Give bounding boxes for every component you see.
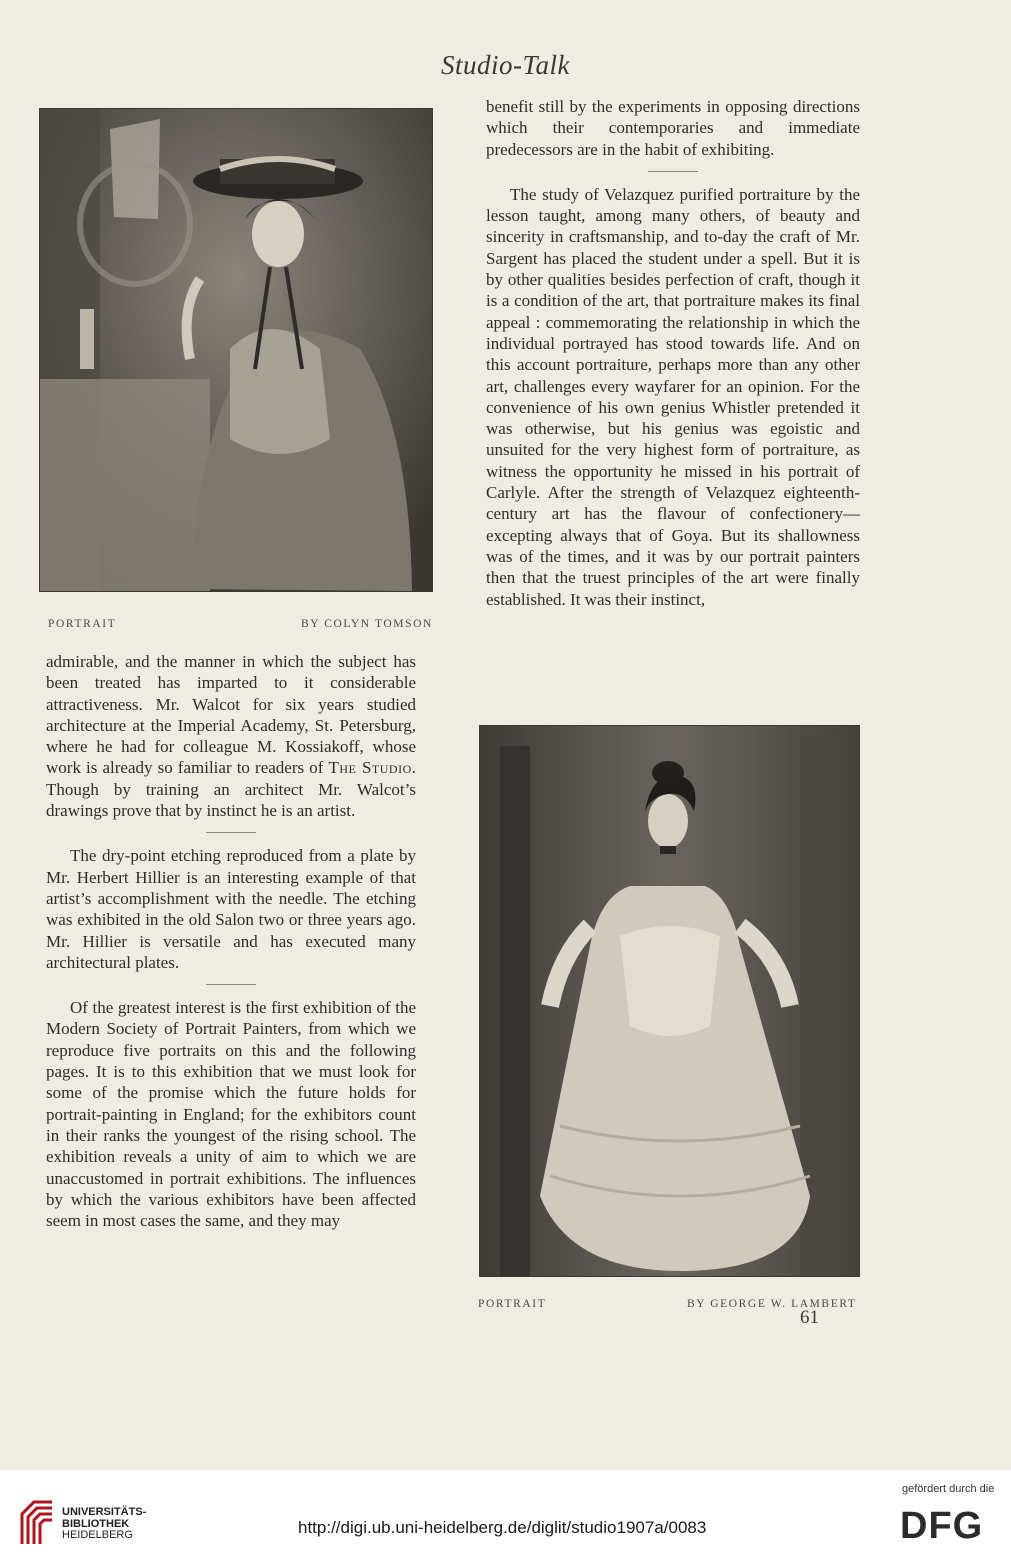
magazine-name: The Studio xyxy=(328,758,412,778)
section-rule xyxy=(206,832,256,833)
portrait-standing-woman-image xyxy=(480,726,859,1276)
paragraph: Of the greatest interest is the first exhibition of the Modern Society of Portrait Painters, from which we reproduce five portraits on this and the following pages. It is to this exhibition that we must look for some of the promise which the future holds for portrait-painting in England; for the exhibitors count in their ranks the youngest of the rising school. The exhibition reveals a unity of aim to which we are unaccustomed in portrait exhibitions. The influences by which the various exhibitors have been affected seem in most cases the same, and they may xyxy=(46,998,416,1231)
portrait-plate-tomson xyxy=(39,108,433,592)
sponsor-label: gefördert durch die xyxy=(902,1483,995,1495)
portrait-seated-woman-image xyxy=(40,109,432,591)
paragraph: admirable, and the manner in which the subject has been treated has imparted to it considerable attractiveness. Mr. Walcot for six years studied architecture at the Imperial Academy, St. Petersburg, where he had for colleague M. Kossiakoff, whose work is already so familiar to readers of The Studio. Though by training an architect Mr. Walcot’s drawings prove that by instinct he is an artist. xyxy=(46,652,416,821)
section-rule xyxy=(648,171,698,172)
caption-artist-right: BY GEORGE W. LAMBERT xyxy=(687,1298,857,1310)
section-rule xyxy=(206,984,256,985)
paragraph: The study of Velazquez purified portraiture by the lesson taught, among many others, of beauty and sincerity in craftsmanship, and to-day the craft of Mr. Sargent has placed the student under a spell. But it is by other qualities besides perfection of craft, though it is a condition of the art, that portraiture makes its final appeal : commemorating the relationship in which the individual portrayed has stood towards life. And on this account portraiture, perhaps more than any other art, challenges every wayfarer for an opinion. For the convenience of his own genius Whistler pretended it was otherwise, but his genius was egoistic and unsuited for the very highest form of portraiture, as witness the opportunity he missed in his portrait of Carlyle. After the strength of Velazquez eighteenth-century art has the flavour of confectionery—excepting always that of Goya. But its shallowness was of the times, and it was by our portrait painters then that the truest principles of the art were finally established. It was their instinct, xyxy=(486,184,860,609)
portrait-plate-lambert xyxy=(479,725,860,1277)
dfg-logo: DFG xyxy=(900,1505,984,1547)
paragraph: benefit still by the experiments in opposing directions which their contemporaries and immediate predecessors are in the habit of exhibiting. xyxy=(486,97,860,159)
caption-artist-left: BY COLYN TOMSON xyxy=(301,618,433,630)
running-title: Studio-Talk xyxy=(440,50,571,80)
caption-portrait-right: PORTRAIT xyxy=(478,1298,547,1310)
page-number: 61 xyxy=(800,1307,819,1328)
paragraph: The dry-point etching reproduced from a plate by Mr. Herbert Hillier is an interesting example of that artist’s accomplishment with the needle. The etching was exhibited in the old Salon two or three years ago. Mr. Hillier is versatile and has executed many architectural plates. xyxy=(46,846,416,972)
left-column-text xyxy=(46,651,416,1231)
caption-portrait-left: PORTRAIT xyxy=(48,618,117,630)
source-url-link[interactable]: http://digi.ub.uni-heidelberg.de/diglit/studio1907a/0083 xyxy=(298,1518,707,1537)
footer-bar xyxy=(0,1470,1011,1563)
library-name: UNIVERSITÄTS- BIBLIOTHEK HEIDELBERG xyxy=(62,1506,147,1541)
right-column-text xyxy=(486,96,860,610)
ub-heidelberg-logo-icon xyxy=(18,1498,56,1548)
